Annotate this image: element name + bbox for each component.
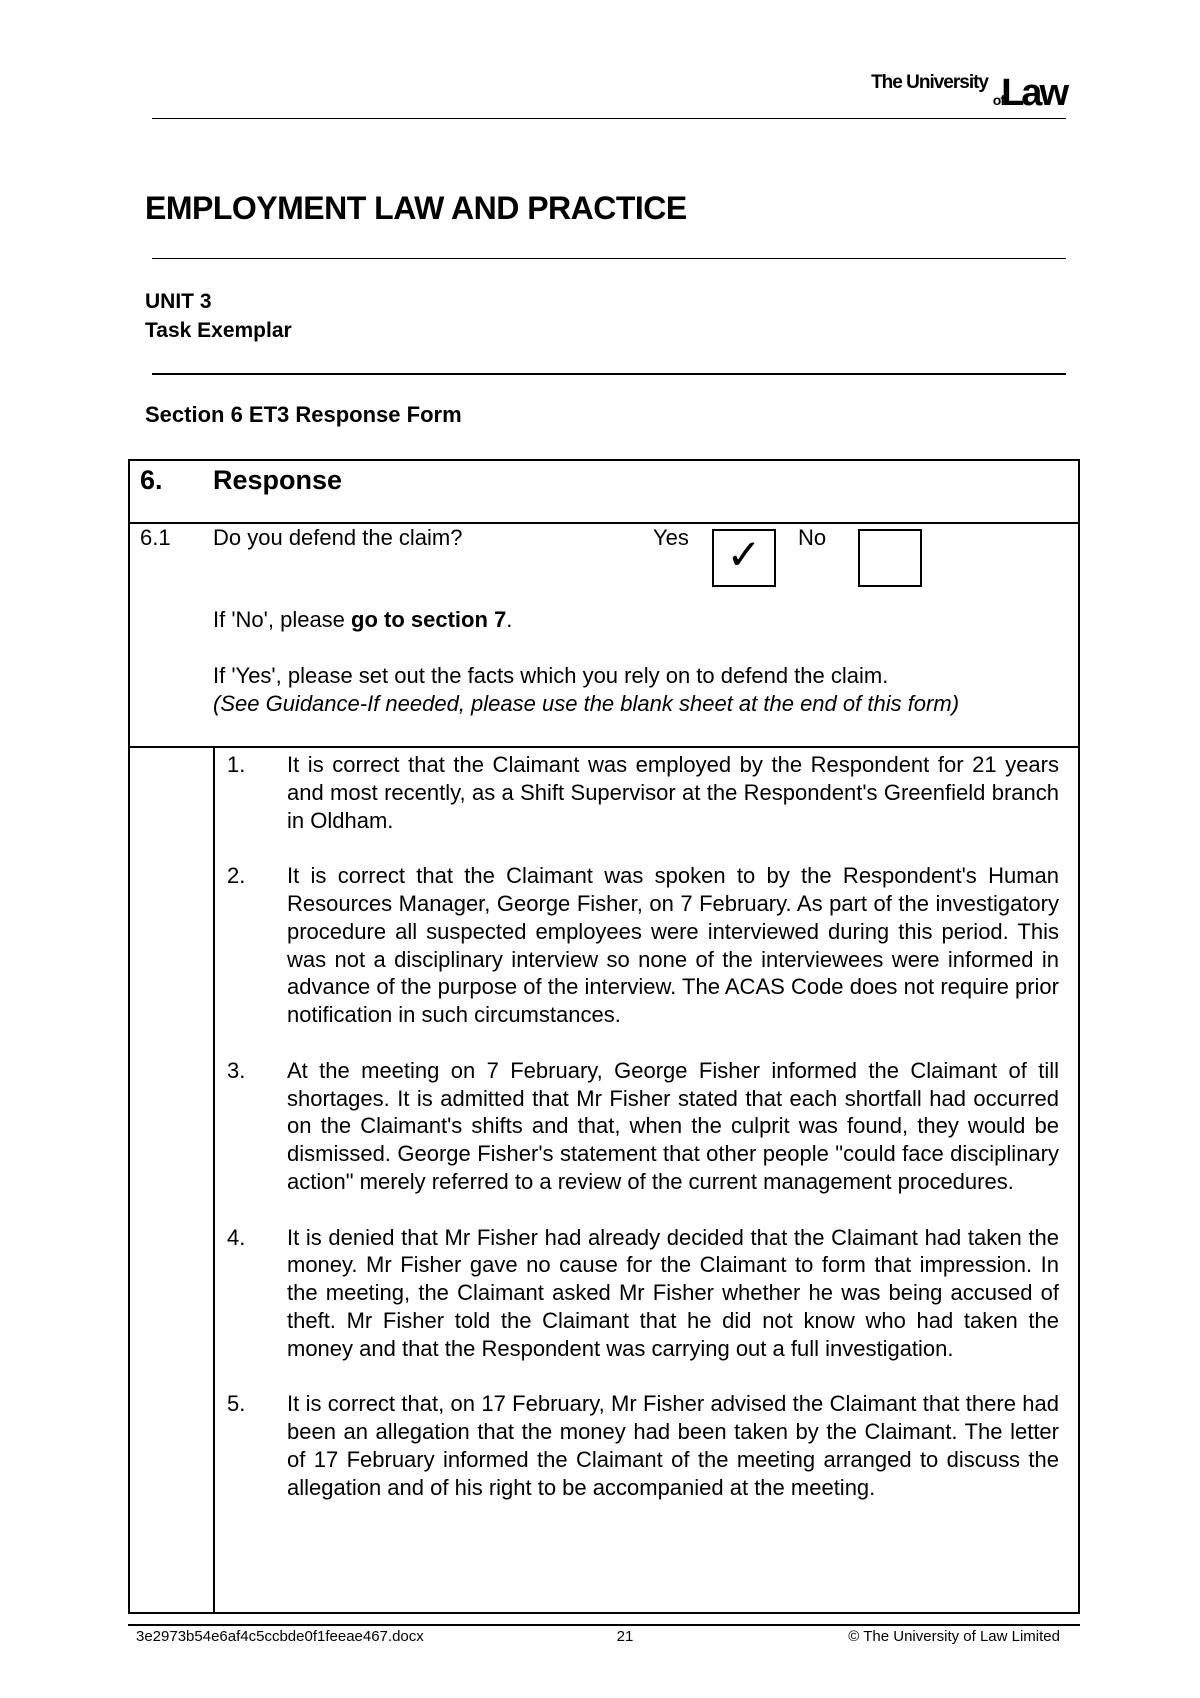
form-divider xyxy=(130,522,1078,524)
point-number: 2. xyxy=(227,863,246,889)
answer-divider xyxy=(130,746,1078,748)
header-divider xyxy=(152,118,1066,119)
response-number: 6. xyxy=(140,465,163,495)
point-text: At the meeting on 7 February, George Fisher informed the Claimant of till shortages. It is admitted that Mr Fisher stated that each shortfall had occurred on the Claimant's shifts and that, when the culprit was found, they would be dismissed. George Fisher's statement that other people "could face disciplinary action" merely referred to a review of the current management procedures. xyxy=(287,1057,1059,1194)
point-number: 3. xyxy=(227,1057,246,1083)
question-number: 6.1 xyxy=(140,525,171,550)
unit-block xyxy=(145,287,292,345)
yes-checkbox[interactable] xyxy=(712,529,776,587)
list-item xyxy=(227,1224,1059,1363)
point-text: It is denied that Mr Fisher had already decided that the Claimant had taken the money. Mr Fisher gave no cause for the Claimant to form that impression. In the meeting, the Claimant asked Mr Fisher whether he was being accused of theft. Mr Fisher told the Claimant that he did not know who had taken the money and that the Respondent was carrying out a full investigation. xyxy=(287,1224,1059,1361)
response-form xyxy=(128,459,1080,1614)
if-no-prefix: If 'No', please xyxy=(213,607,352,632)
list-item xyxy=(227,751,1059,834)
if-no-link: go to section 7 xyxy=(351,607,507,632)
response-heading: Response xyxy=(213,465,343,495)
section-title: Section 6 ET3 Response Form xyxy=(145,402,462,427)
check-icon: ✓ xyxy=(726,530,762,579)
point-number: 5. xyxy=(227,1391,246,1417)
point-number: 4. xyxy=(227,1224,246,1250)
task-label: Task Exemplar xyxy=(145,319,292,342)
if-no-instruction xyxy=(213,607,512,633)
no-checkbox[interactable] xyxy=(858,529,922,587)
logo-line-3: Law xyxy=(1001,72,1066,114)
footer-copyright: © The University of Law Limited xyxy=(848,1628,1060,1645)
unit-divider xyxy=(152,373,1066,375)
list-item xyxy=(227,862,1059,1029)
page-number: 21 xyxy=(616,1628,634,1645)
response-points xyxy=(227,751,1059,1529)
unit-label: UNIT 3 xyxy=(145,290,212,313)
guidance-note: (See Guidance-If needed, please use the blank sheet at the end of this form) xyxy=(213,691,960,716)
no-label: No xyxy=(798,525,827,550)
point-text: It is correct that the Claimant was spoken to by the Respondent's Human Resources Manager, George Fisher, on 7 February. As part of the investigatory procedure all suspected employees were interviewed during this period. This was not a disciplinary interview so none of the interviewees were informed in advance of the purpose of the interview. The ACAS Code does not require prior notification in such circumstances. xyxy=(287,863,1059,1028)
point-text: It is correct that the Claimant was employed by the Respondent for 21 years and most recently, as a Shift Supervisor at the Respondent's Greenfield branch in Oldham. xyxy=(287,752,1059,833)
footer-divider xyxy=(128,1624,1080,1626)
list-item xyxy=(227,1390,1059,1501)
university-logo xyxy=(856,70,1066,114)
point-text: It is correct that, on 17 February, Mr Fisher advised the Claimant that there had been an allegation that the money had been taken by the Claimant. The letter of 17 February informed the Claimant of the meeting arranged to discuss the allegation and of his right to be accompanied at the meeting. xyxy=(287,1391,1059,1500)
point-number: 1. xyxy=(227,752,246,777)
list-item xyxy=(227,1057,1059,1196)
yes-label: Yes xyxy=(653,525,689,550)
if-yes-instruction xyxy=(213,662,959,718)
question-text: Do you defend the claim? xyxy=(213,525,463,550)
footer-filename: 3e2973b54e6af4c5ccbde0f1feeae467.docx xyxy=(136,1628,424,1645)
logo-line-2: of xyxy=(992,92,1004,108)
logo-line-1: The University xyxy=(871,72,988,93)
answer-column-line xyxy=(213,748,215,1612)
if-no-suffix: . xyxy=(506,607,513,632)
document-title: EMPLOYMENT LAW AND PRACTICE xyxy=(145,190,687,226)
if-yes-text: If 'Yes', please set out the facts which you rely on to defend the claim. xyxy=(213,663,889,688)
title-divider xyxy=(152,258,1066,259)
